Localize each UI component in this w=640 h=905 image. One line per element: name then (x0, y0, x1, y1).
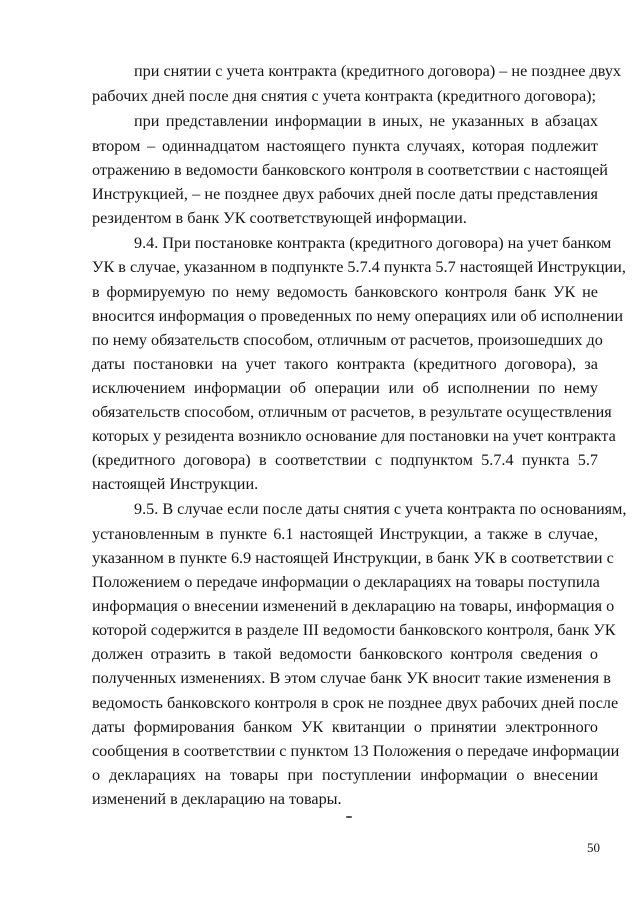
text-line: обязательств способом, отличным от расчетов, в результате осуществления (92, 403, 612, 421)
page-number: 50 (587, 840, 600, 855)
text-line: изменений в декларацию на товары. (92, 790, 342, 808)
text-line: о декларациях на товары при поступлении информации о внесении (92, 766, 598, 784)
text-line: УК в случае, указанном в подпункте 5.7.4 пункта 5.7 настоящей Инструкции, (92, 258, 626, 276)
text-line: установленным в пункте 6.1 настоящей Инструкции, а также в случае, (92, 525, 598, 543)
text-line: полученных изменениях. В этом случае банк УК вносит такие изменения в (92, 669, 611, 687)
text-line: сообщения в соответствии с пунктом 13 Положения о передаче информации (92, 742, 620, 760)
text-line: исключением информации об операции или об исполнении по нему (92, 379, 598, 397)
text-line: даты формирования банком УК квитанции о принятии электронного (92, 718, 598, 736)
text-line: даты постановки на учет такого контракта (кредитного договора), за (92, 355, 598, 373)
text-line: (кредитного договора) в соответствии с подпунктом 5.7.4 пункта 5.7 (92, 451, 598, 469)
text-line: отражению в ведомости банковского контроля в соответствии с настоящей (92, 161, 608, 179)
text-line: при снятии с учета контракта (кредитного договора) – не позднее двух (134, 62, 622, 80)
text-line: настоящей Инструкции. (92, 475, 259, 493)
text-line: которых у резидента возникло основание для постановки на учет контракта (92, 427, 616, 445)
text-line: которой содержится в разделе III ведомости банковского контроля, банк УК (92, 621, 616, 639)
text-line: должен отразить в такой ведомости банковского контроля сведения о (92, 645, 598, 663)
text-line: Положением о передаче информации о декларациях на товары поступила (92, 573, 600, 591)
text-line: 9.5. В случае если после даты снятия с учета контракта по основаниям, (134, 500, 627, 518)
text-line: вносится информация о проведенных по нему операциях или об исполнении (92, 307, 624, 325)
text-line: ведомость банковского контроля в срок не позднее двух рабочих дней после (92, 694, 619, 712)
text-line: указанном в пункте 6.9 настоящей Инструкции, в банк УК в соответствии с (92, 549, 614, 567)
text-line: 9.4. При постановке контракта (кредитного договора) на учет банком (134, 234, 612, 252)
text-line: в формируемую по нему ведомость банковского контроля банк УК не (92, 283, 598, 301)
text-line: рабочих дней после дня снятия с учета контракта (кредитного договора); (92, 87, 597, 105)
text-line: втором – одиннадцатом настоящего пункта случаях, которая подлежит (92, 137, 598, 155)
text-line: Инструкцией, – не позднее двух рабочих дней после даты представления (92, 185, 598, 203)
text-line: при представлении информации в иных, не указанных в абзацах (134, 112, 598, 130)
text-line: резидентом в банк УК соответствующей информации. (92, 209, 467, 227)
text-line: по нему обязательств способом, отличным от расчетов, произошедших до (92, 331, 603, 349)
scan-speck (346, 816, 352, 818)
text-line: информация о внесении изменений в декларацию на товары, информация о (92, 597, 615, 615)
